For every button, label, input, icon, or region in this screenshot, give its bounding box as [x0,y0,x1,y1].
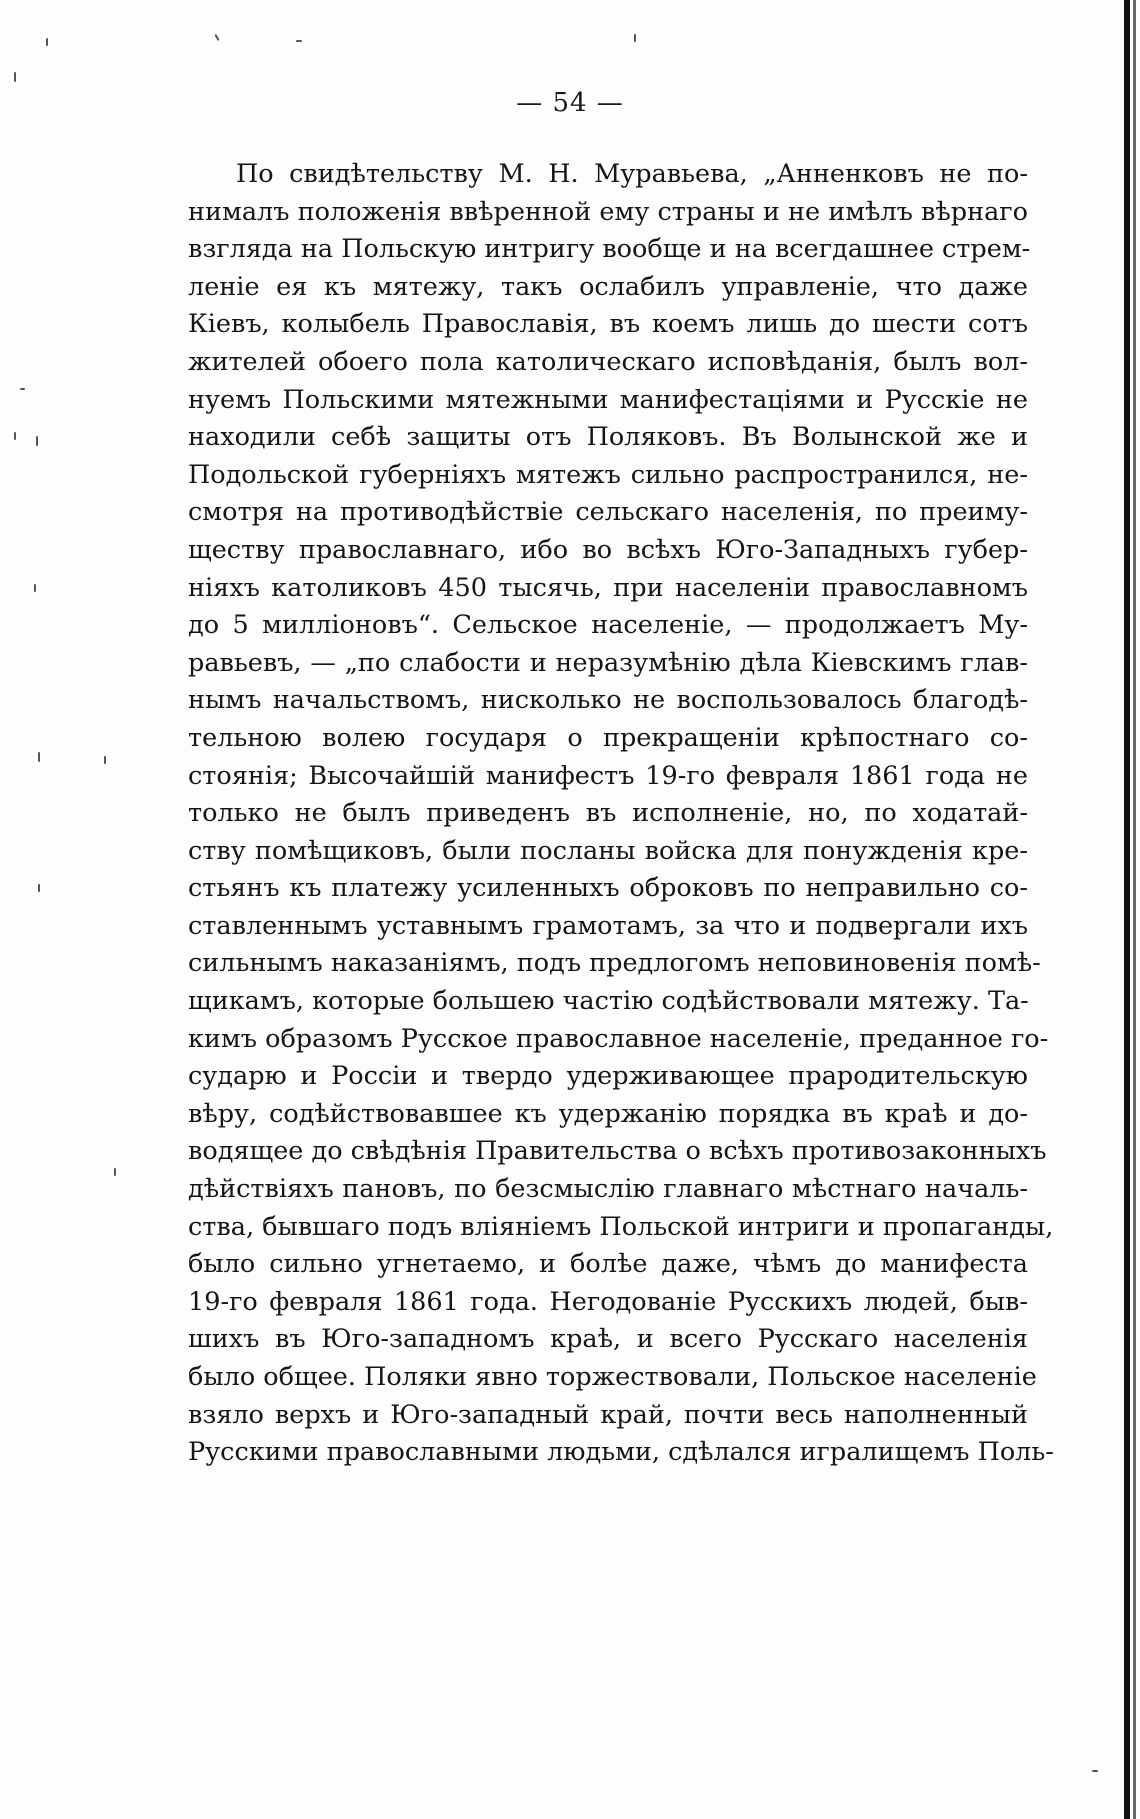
text-line: ставленнымъ уставнымъ грамотамъ, за что и подвергали ихъ [188,910,1028,941]
text-line: сударю и Россіи и твердо удерживающее прародительскую [188,1061,1028,1092]
text-line: находили себѣ защиты отъ Поляковъ. Въ Волынской же и [188,422,1028,453]
scan-speck [14,72,16,82]
scan-speck [114,1168,116,1176]
scan-speck [104,756,106,764]
text-line: ніяхъ католиковъ 450 тысячь, при населеніи православномъ [188,572,1028,603]
text-line: ществу православнаго, ибо во всѣхъ Юго-Западныхъ губер- [188,534,1028,565]
text-line: ству помѣщиковъ, были посланы войска для понужденія кре- [188,835,1028,866]
text-line: только не былъ приведенъ въ исполненіе, но, по ходатай- [188,798,1028,829]
text-line: леніе ея къ мятежу, такъ ослабилъ управленіе, что даже [188,271,1028,302]
text-line: Кіевъ, колыбель Православія, въ коемъ лишь до шести сотъ [188,309,1028,340]
text-line: было общее. Поляки явно торжествовали, Польское населеніе [188,1362,1037,1392]
text-line: смотря на противодѣйствіе сельскаго населенія, по преиму- [188,497,1028,528]
page-edge-shadow [1124,0,1130,1819]
scan-speck [296,40,302,42]
text-line: 19-го февраля 1861 года. Негодованіе Русскихъ людей, быв- [188,1286,1028,1317]
text-line: взяло верхъ и Юго-западный край, почти весь наполненный [188,1399,1028,1430]
scan-speck [38,752,40,762]
text-line: дѣйствіяхъ пановъ, по безсмыслію главнаго мѣстнаго началь- [188,1174,1028,1205]
text-line: взгляда на Польскую интригу вообще и на всегдашнее стрем- [188,234,1031,265]
page-number: — 54 — [516,88,624,118]
text-line: тельною волею государя о прекращеніи крѣпостнаго со- [188,722,1028,753]
text-line: щикамъ, которые большею частію содѣйствовали мятежу. Та- [188,986,1029,1017]
text-line: водящее до свѣдѣнія Правительства о всѣхъ противозаконныхъ [188,1136,1047,1167]
scan-speck [38,884,40,892]
text-line: стьянъ къ платежу усиленныхъ оброковъ по неправильно со- [188,873,1028,904]
text-line: нуемъ Польскими мятежными манифестаціями и Русскіе не [188,384,1028,415]
text-line: По свидѣтельству М. Н. Муравьева, „Анненковъ не по- [236,159,1028,189]
text-line: нималъ положенія ввѣренной ему страны и не имѣлъ вѣрнаго [188,196,1028,227]
text-line: Русскими православными людьми, сдѣлался игралищемъ Поль- [188,1437,1054,1468]
scan-speck [34,584,36,592]
text-line: ства, бывшаго подъ вліяніемъ Польской интриги и пропаганды, [188,1211,1054,1242]
text-line: сильнымъ наказаніямъ, подъ предлогомъ неповиновенія помѣ- [188,948,1041,979]
text-line: нымъ начальствомъ, нисколько не воспользовалось благодѣ- [188,685,1028,716]
scan-speck [634,34,636,42]
text-line: до 5 милліоновъ“. Сельское населеніе, — продолжаетъ Му- [188,610,1028,641]
scan-speck [214,34,219,41]
scan-speck [20,388,25,390]
text-line: вѣру, содѣйствовавшее къ удержанію порядка въ краѣ и до- [188,1098,1028,1129]
text-line: жителей обоего пола католическаго исповѣданія, былъ вол- [188,346,1028,377]
scan-speck [1092,1770,1098,1772]
text-line: Подольской губерніяхъ мятежъ сильно распространился, не- [188,459,1028,490]
page-edge-inner-shadow [1133,0,1136,1819]
scan-speck [14,432,16,440]
text-line: стоянія; Высочайшій манифестъ 19-го февраля 1861 года не [188,760,1028,791]
scan-speck [36,436,38,446]
text-line: было сильно угнетаемо, и болѣе даже, чѣмъ до манифеста [188,1249,1028,1280]
text-line: кимъ образомъ Русское православное населеніе, преданное го- [188,1023,1049,1054]
text-line: равьевъ, — „по слабости и неразумѣнію дѣла Кіевскимъ глав- [188,647,1028,678]
body-text [188,156,1054,1472]
scan-speck [46,38,48,46]
text-line: шихъ въ Юго-западномъ краѣ, и всего Русскаго населенія [188,1324,1028,1355]
